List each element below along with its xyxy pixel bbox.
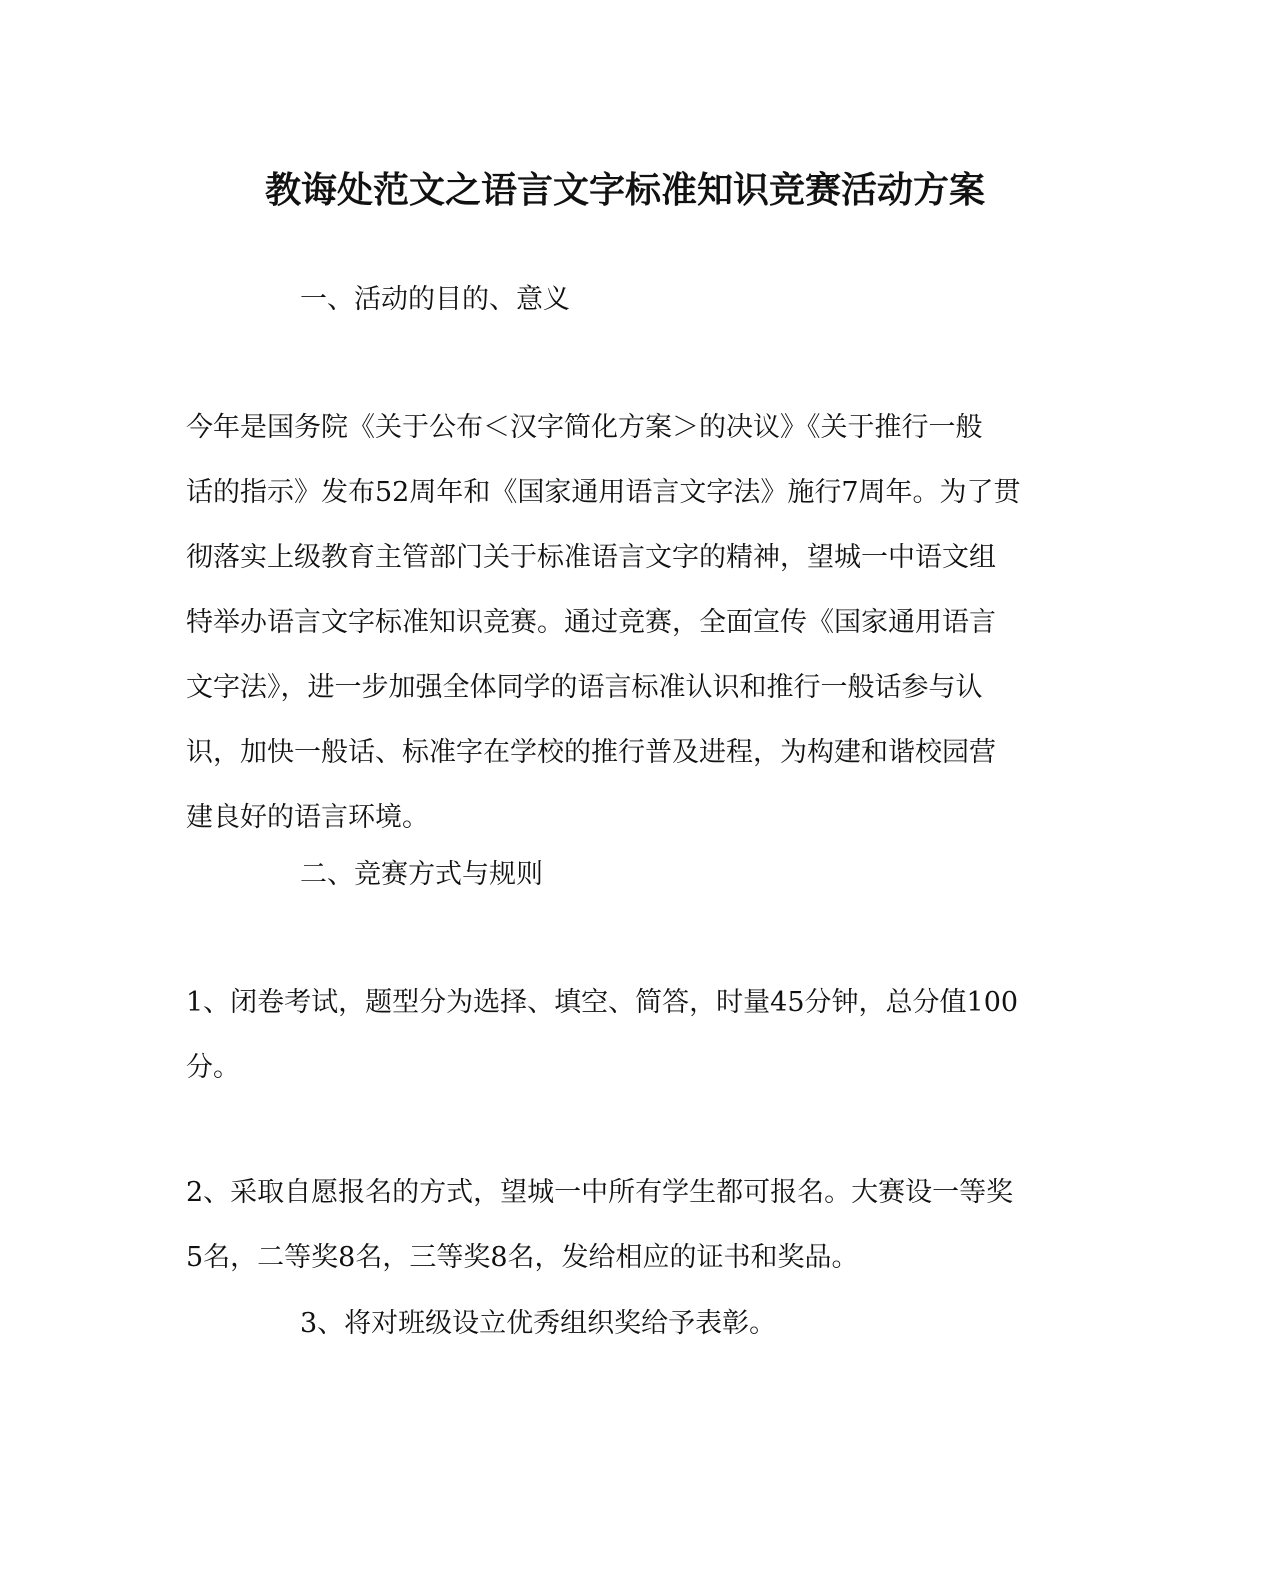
paragraph-rule-3: 3、将对班级设立优秀组织奖给予表彰。: [300, 1308, 777, 1339]
paragraph-rule-1: [186, 970, 1066, 1100]
paragraph-line: 1、闭卷考试，题型分为选择、填空、简答，时量45分钟，总分值100: [186, 987, 1019, 1018]
paragraph-line: 彻落实上级教育主管部门关于标准语言文字的精神，望城一中语文组: [186, 542, 996, 573]
paragraph-line: 话的指示》发布52周年和《国家通用语言文字法》施行7周年。为了贯: [186, 477, 1021, 508]
paragraph-line: 识，加快一般话、标准字在学校的推行普及进程，为构建和谐校园营: [186, 737, 996, 768]
paragraph-rule-2: [186, 1160, 1066, 1290]
section-heading-rules: 二、竞赛方式与规则: [300, 859, 543, 890]
paragraph-line: 建良好的语言环境。: [186, 802, 429, 833]
paragraph-line: 2、采取自愿报名的方式，望城一中所有学生都可报名。大赛设一等奖: [186, 1177, 1014, 1208]
paragraph-purpose: [186, 395, 1066, 850]
paragraph-line: 5名，二等奖8名，三等奖8名，发给相应的证书和奖品。: [186, 1242, 859, 1273]
document-title: 教诲处范文之语言文字标准知识竞赛活动方案: [264, 169, 985, 211]
paragraph-line: 今年是国务院《关于公布＜汉字简化方案＞的决议》《关于推行一般: [186, 412, 983, 443]
paragraph-line: 文字法》，进一步加强全体同学的语言标准认识和推行一般话参与认: [186, 672, 983, 703]
paragraph-line: 特举办语言文字标准知识竞赛。通过竞赛，全面宣传《国家通用语言: [186, 607, 996, 638]
paragraph-line: 分。: [186, 1052, 240, 1083]
section-heading-purpose: 一、活动的目的、意义: [300, 284, 570, 315]
